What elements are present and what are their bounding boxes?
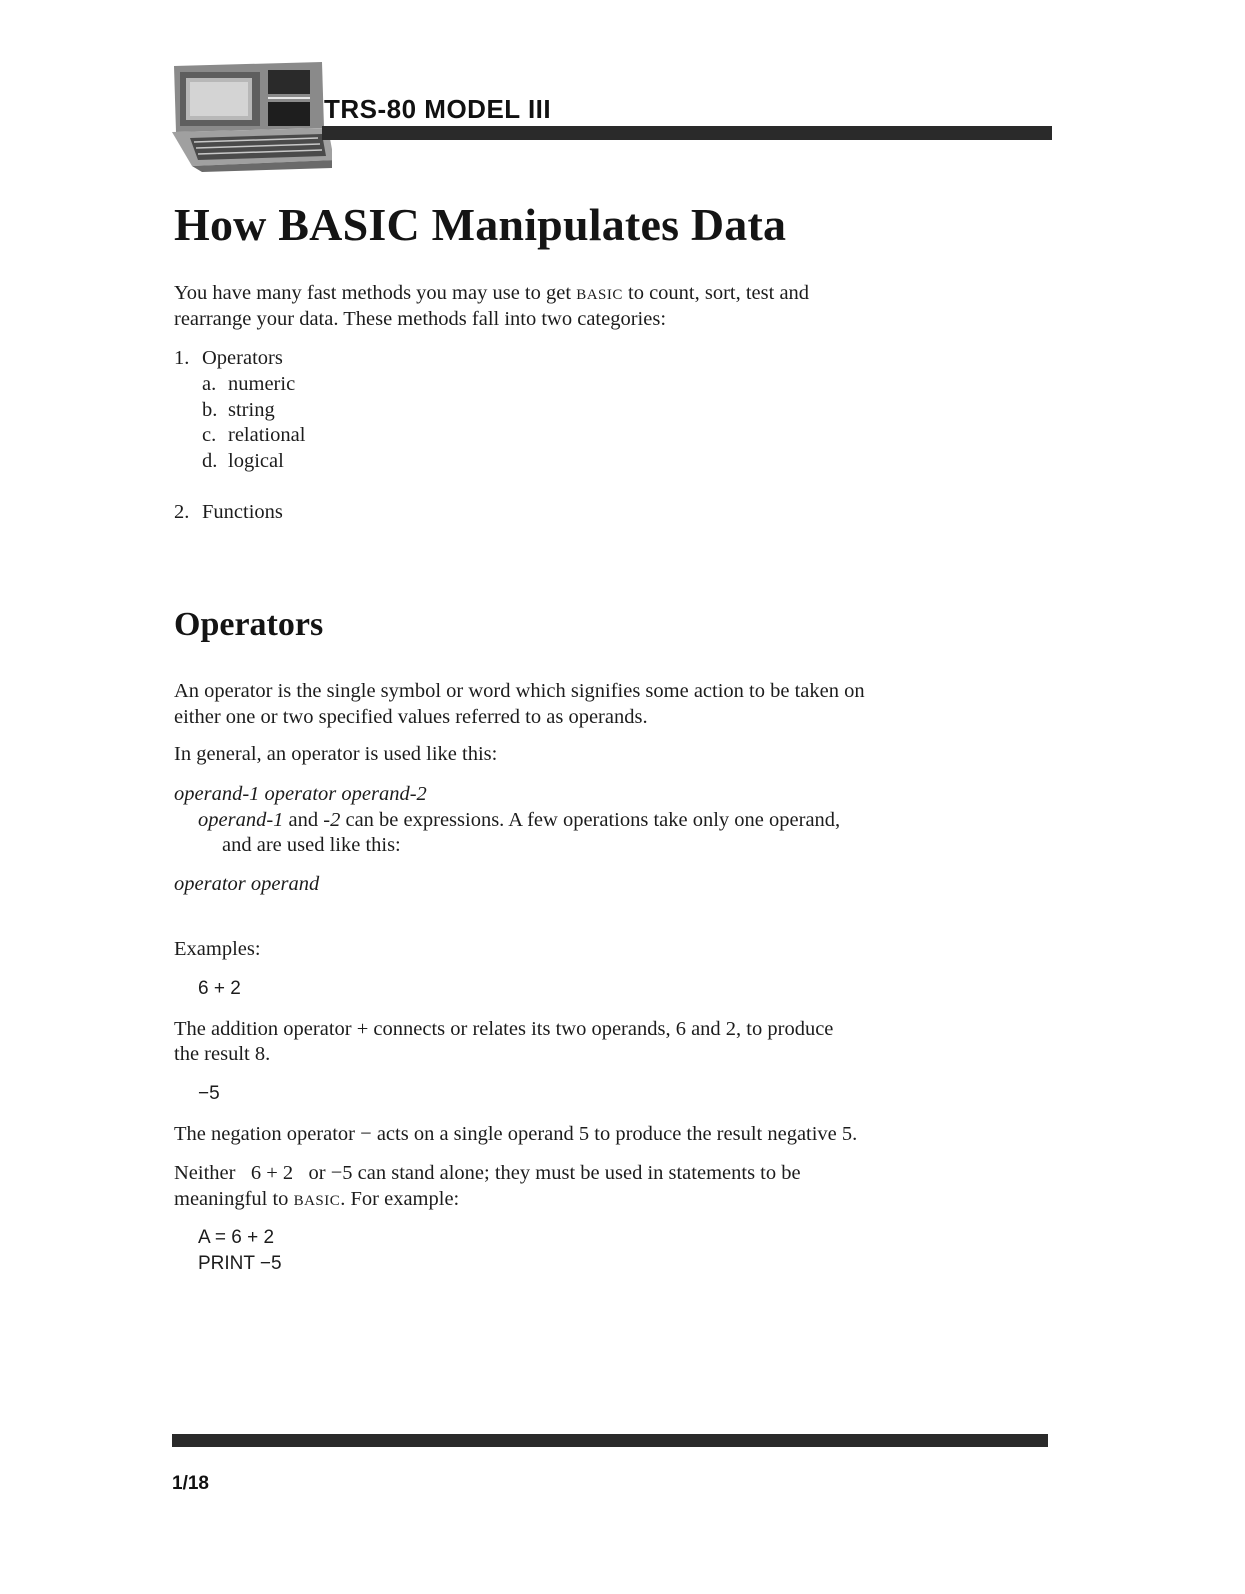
note-line: and are used like this:	[222, 834, 401, 856]
code-line: PRINT −5	[198, 1253, 282, 1274]
paragraph-line: meaningful to BASIC. For example:	[174, 1188, 460, 1210]
syntax-line: operator operand	[174, 873, 320, 895]
list-item: 2. Functions	[174, 501, 283, 523]
intro-line-1: You have many fast methods you may use to get BASIC to count, sort, test and	[174, 282, 810, 304]
syntax-line: operand-1 operator operand-2	[174, 783, 427, 805]
section-title: Operators	[174, 606, 324, 643]
list-subitem: d. logical	[202, 450, 284, 472]
list-subitem: c. relational	[202, 424, 306, 446]
paragraph-line: the result 8.	[174, 1043, 271, 1065]
list-subitem: b. string	[202, 399, 275, 421]
paragraph-line: An operator is the single symbol or word which signifies some action to be taken on	[174, 680, 865, 702]
paragraph-line: either one or two specified values referred to as operands.	[174, 706, 648, 728]
header-rule	[322, 126, 1052, 140]
code-example: −5	[198, 1083, 220, 1104]
note-line: operand-1 and -2 can be expressions. A few operations take only one operand,	[198, 809, 841, 831]
paragraph-line: The addition operator + connects or relates its two operands, 6 and 2, to produce	[174, 1018, 834, 1040]
examples-label: Examples:	[174, 938, 261, 960]
code-example: 6 + 2	[198, 978, 241, 999]
page-number: 1/18	[172, 1473, 209, 1494]
paragraph-line: Neither 6 + 2 or −5 can stand alone; they must be used in statements to be	[174, 1162, 801, 1184]
paragraph-line: In general, an operator is used like this:	[174, 743, 498, 765]
header-title: TRS-80 MODEL III	[324, 94, 552, 124]
paragraph-line: The negation operator − acts on a single operand 5 to produce the result negative 5.	[174, 1123, 858, 1145]
computer-illustration	[172, 58, 332, 173]
list-item: 1. Operators	[174, 347, 283, 369]
code-line: A = 6 + 2	[198, 1227, 275, 1248]
intro-line-2: rearrange your data. These methods fall into two categories:	[174, 308, 667, 330]
footer-rule	[172, 1434, 1048, 1447]
page-title: How BASIC Manipulates Data	[174, 199, 787, 250]
page-header	[172, 58, 1052, 173]
list-subitem: a. numeric	[202, 373, 296, 395]
